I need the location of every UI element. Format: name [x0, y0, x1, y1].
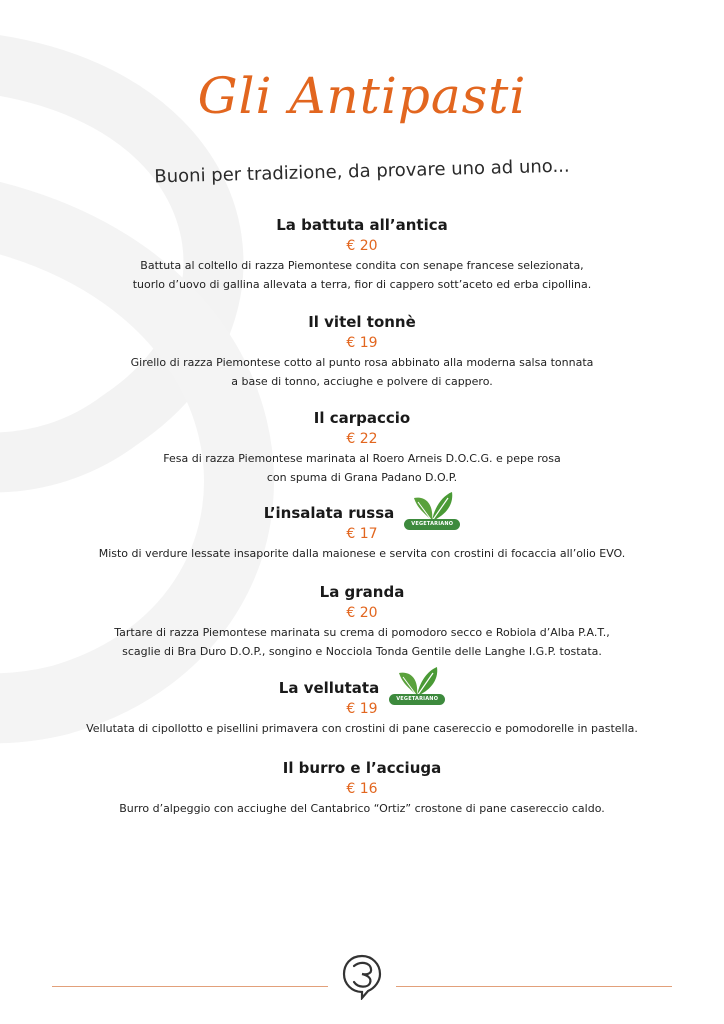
dish-description-line: Girello di razza Piemontese cotto al punto rosa abbinato alla moderna salsa tonnata [130, 356, 594, 369]
dish-description-line: Tartare di razza Piemontese marinata su crema di pomodoro secco e Robiola d’Alba P.A.T., [114, 626, 610, 639]
leaf-icon [404, 490, 460, 522]
footer-divider-right [396, 986, 672, 987]
dish-name: La battuta all’antica [276, 216, 448, 234]
menu-item [0, 407, 724, 502]
dish-price: € 20 [346, 238, 378, 254]
dish-description-line: scaglie di Bra Duro D.O.P., songino e Nocciola Tonda Gentile delle Langhe I.G.P. tostata. [122, 645, 602, 658]
dish-price: € 19 [346, 701, 378, 717]
dish-price: € 17 [346, 526, 378, 542]
vegetarian-badge [389, 665, 445, 705]
dish-price: € 22 [346, 431, 378, 447]
vegetarian-badge [404, 490, 460, 530]
vegetarian-label: VEGETARIANO [389, 694, 445, 705]
footer-divider-left [52, 986, 328, 987]
menu-item [0, 502, 724, 581]
dish-description-line: Battuta al coltello di razza Piemontese condita con senape francese selezionata, [140, 259, 584, 272]
restaurant-logo-icon [340, 952, 384, 1000]
menu-list [0, 214, 724, 818]
dish-name: Il burro e l’acciuga [282, 759, 442, 777]
dish-price: € 16 [346, 781, 378, 797]
dish-description-line: Fesa di razza Piemontese marinata al Roero Arneis D.O.C.G. e pepe rosa [163, 452, 561, 465]
dish-name: La vellutata [278, 679, 380, 697]
menu-item [0, 214, 724, 311]
dish-description-line: tuorlo d’uovo di gallina allevata a terra, fior di cappero sott’aceto ed erba cipollina. [132, 278, 592, 291]
menu-item [0, 581, 724, 677]
dish-description-line: Misto di verdure lessate insaporite dalla maionese e servita con crostini di focaccia all’olio EVO. [98, 547, 626, 560]
menu-item [0, 311, 724, 407]
dish-description-line: con spuma di Grana Padano D.O.P. [266, 471, 458, 484]
dish-name: Il vitel tonnè [308, 313, 416, 331]
dish-name: Il carpaccio [313, 409, 411, 427]
page-subtitle: Buoni per tradizione, da provare uno ad uno... [154, 155, 570, 188]
dish-price: € 20 [346, 605, 378, 621]
dish-name: L’insalata russa [263, 504, 395, 522]
vegetarian-label: VEGETARIANO [404, 519, 460, 530]
menu-item [0, 757, 724, 818]
dish-description-line: Burro d’alpeggio con acciughe del Cantabrico “Ortiz” crostone di pane casereccio caldo. [119, 802, 605, 815]
dish-name: La granda [319, 583, 405, 601]
dish-price: € 19 [346, 335, 378, 351]
dish-description-line: a base di tonno, acciughe e polvere di cappero. [231, 375, 493, 388]
menu-item [0, 677, 724, 757]
leaf-icon [389, 665, 445, 697]
page-title: Gli Antipasti [197, 67, 527, 125]
dish-description-line: Vellutata di cipollotto e pisellini primavera con crostini di pane casereccio e pomodorelle in pastella. [86, 722, 638, 735]
